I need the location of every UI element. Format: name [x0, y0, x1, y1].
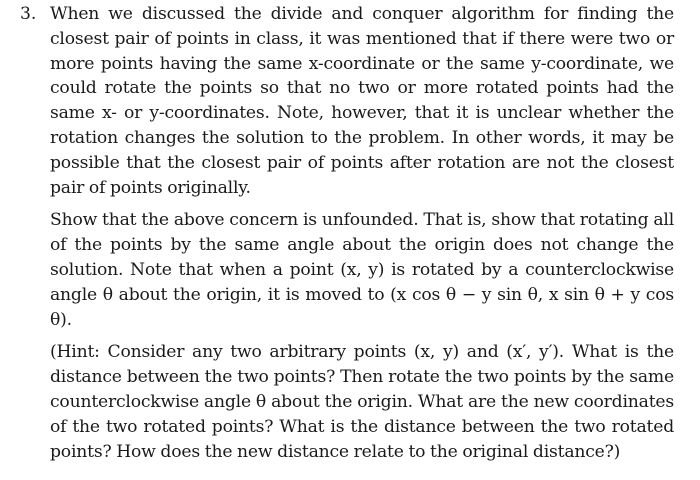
problem-paragraph-task: Show that the above concern is unfounded. That is, show that rotating all of the points by the same angle about the origin does not change the solution. Note that when a point (x, y) is rotated by a counterclockwise angle θ about the origin, it is moved to (x cos θ − y sin θ, x sin θ + y cos θ). [50, 210, 674, 330]
problem-body [50, 2, 674, 464]
problem-paragraph-intro: When we discussed the divide and conquer algorithm for finding the closest pair of points in class, it was mentioned that if there were two or more points having the same x-coordinate or the same y-coordinate, we could rotate the points so that no two or more rotated points had the same x- or y-coordinates. Note, however, that it is unclear whether the rotation changes the solution to the problem. In other words, it may be possible that the closest pair of points after rotation are not the closest pair of points originally. [50, 4, 674, 198]
problem-3 [20, 2, 674, 464]
problem-paragraph-hint: (Hint: Consider any two arbitrary points (x, y) and (x′, y′). What is the distance between the two points? Then rotate the two points by the same counterclockwise angle θ about the origin. What are the new coordinates of the two rotated points? What is the distance between the two rotated points? How does the new distance relate to the original distance?) [50, 342, 674, 462]
problem-number: 3. [20, 4, 37, 24]
